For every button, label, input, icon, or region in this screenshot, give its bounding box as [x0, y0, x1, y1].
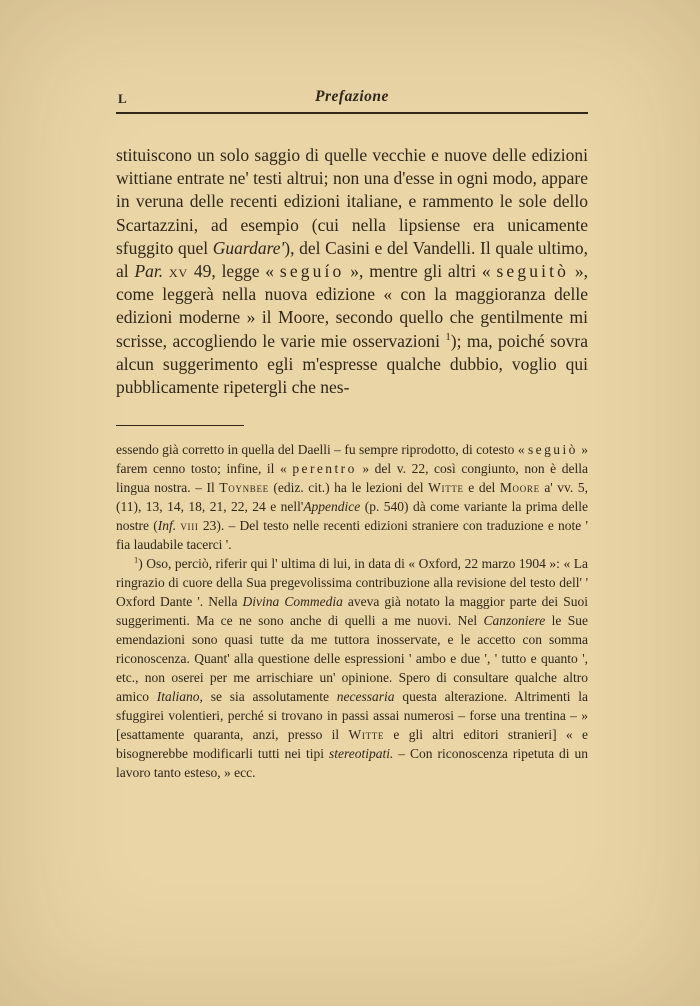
page-header [116, 88, 588, 108]
text-segment-smallcaps: xv [168, 261, 189, 282]
text-segment: e del [463, 480, 500, 496]
header-rule [116, 112, 588, 114]
text-segment: (p. 540) dà come variante la prima delle nostre ( [116, 499, 588, 534]
text-segment-smallcaps: Witte [348, 727, 385, 743]
text-segment: essendo già corretto in quella del Daelli – fu sempre riprodotto, di cotesto « [116, 442, 528, 458]
text-segment-spaced: perentro [292, 461, 357, 477]
text-segment-smallcaps: Toynbee [219, 480, 269, 496]
text-segment: stituiscono un solo saggio di quelle vecchie e nuove delle edizioni wittiane entrate ne' testi altrui; non una d'esse in ogni modo, appare in veruna delle recenti edizioni italiane, e rammento le sole dello Scartazzini, ad esempio (cui nella lipsiense era unicamente sfuggito quel [116, 145, 588, 258]
text-segment: », come leggerà nella nuova edizione « con la maggioranza delle edizioni moderne » il Moore, secondo quello che gentilmente mi scrisse, accogliendo le varie mie osservazioni [116, 261, 589, 351]
text-segment: », mentre gli altri « [344, 261, 497, 282]
text-segment: le Sue emendazioni sono quasi tutte da me tuttora inosservate, e le accetto con somma riconoscenza. Quant' alla questione delle espressioni ' ambo e due ', ' tutto e quanto ', etc., non oserei per me arrischiare un' opinione. Spero di consultare qualche altro amico [116, 613, 588, 705]
text-segment: 49, legge « [188, 261, 280, 282]
text-segment: (ediz. cit.) ha le lezioni del [268, 480, 429, 496]
footnote-reference: 1 [445, 330, 451, 343]
running-title: Prefazione [315, 88, 389, 105]
footnote-1 [116, 554, 588, 782]
text-segment-italic: Appendice [303, 499, 361, 515]
text-segment-spaced: seguiò [528, 442, 578, 458]
text-segment-italic: Guardare' [212, 237, 285, 258]
text-segment: » farem cenno tosto; infine, il « [116, 442, 589, 477]
footnote-number: 1 [134, 555, 139, 565]
text-segment: » del v. 22, così congiunto, non è della lingua nostra. – Il [116, 461, 588, 496]
text-segment: se sia assolutamente [202, 689, 337, 705]
text-segment-italic: Canzoniere [483, 613, 546, 629]
text-segment: ), del Casini e del Vandelli. Il quale ultimo, al [116, 237, 588, 282]
text-segment-italic: Inf. [157, 518, 177, 534]
text-segment-italic: necessaria [336, 689, 395, 705]
text-segment: ); ma, poiché sovra alcun suggerimento egli m'espresse qualche dubbio, voglio qui pubblicamente ripetergli che nes- [116, 330, 588, 398]
text-segment: ) Oso, perciò, riferir qui l' ultima di lui, in data di « Oxford, 22 marzo 1904 »: « La ringrazio di cuore della Sua pregevolissima contribuzione alla revisione del testo dell' ' Oxford Dante '. Nella [116, 556, 588, 610]
text-segment-spaced: seguitò [496, 261, 570, 282]
main-text-paragraph [116, 144, 588, 399]
footnote-continuation [116, 440, 588, 554]
text-segment-smallcaps: Moore [499, 480, 540, 496]
text-segment: 23). – Del testo nelle recenti edizioni straniere con traduzione e note ' fia laudabile tacerci '. [116, 518, 588, 553]
footnote-separator-rule [116, 425, 244, 426]
text-segment-smallcaps: viii [180, 518, 199, 534]
text-segment: aveva già notato la maggior parte dei Suoi suggerimenti. Ma ce ne sono anche di quelli a me nuovi. Nel [116, 594, 588, 629]
text-segment-italic: Par. [134, 261, 164, 282]
page-number: L [118, 91, 128, 106]
text-segment-smallcaps: Witte [428, 480, 464, 496]
text-segment-italic: Divina Commedia [242, 594, 343, 610]
text-segment: e gli altri editori stranieri] « e bisognerebbe modificarli tutti nei tipi [116, 727, 588, 762]
text-segment: – Con riconoscenza ripetuta di un lavoro tanto esteso, » ecc. [116, 746, 589, 781]
text-segment: a' vv. 5, (11), 13, 14, 18, 21, 22, 24 e nell' [116, 480, 588, 515]
text-segment-italic: Italiano, [156, 689, 203, 705]
text-segment-italic: stereotipati. [328, 746, 394, 762]
text-segment-spaced: seguío [279, 261, 345, 282]
text-segment: questa alterazione. Altrimenti la sfuggirei volentieri, perché si trovano in passi assai numerosi – forse una trentina – » [esattamente quaranta, anzi, presso il [116, 689, 588, 743]
